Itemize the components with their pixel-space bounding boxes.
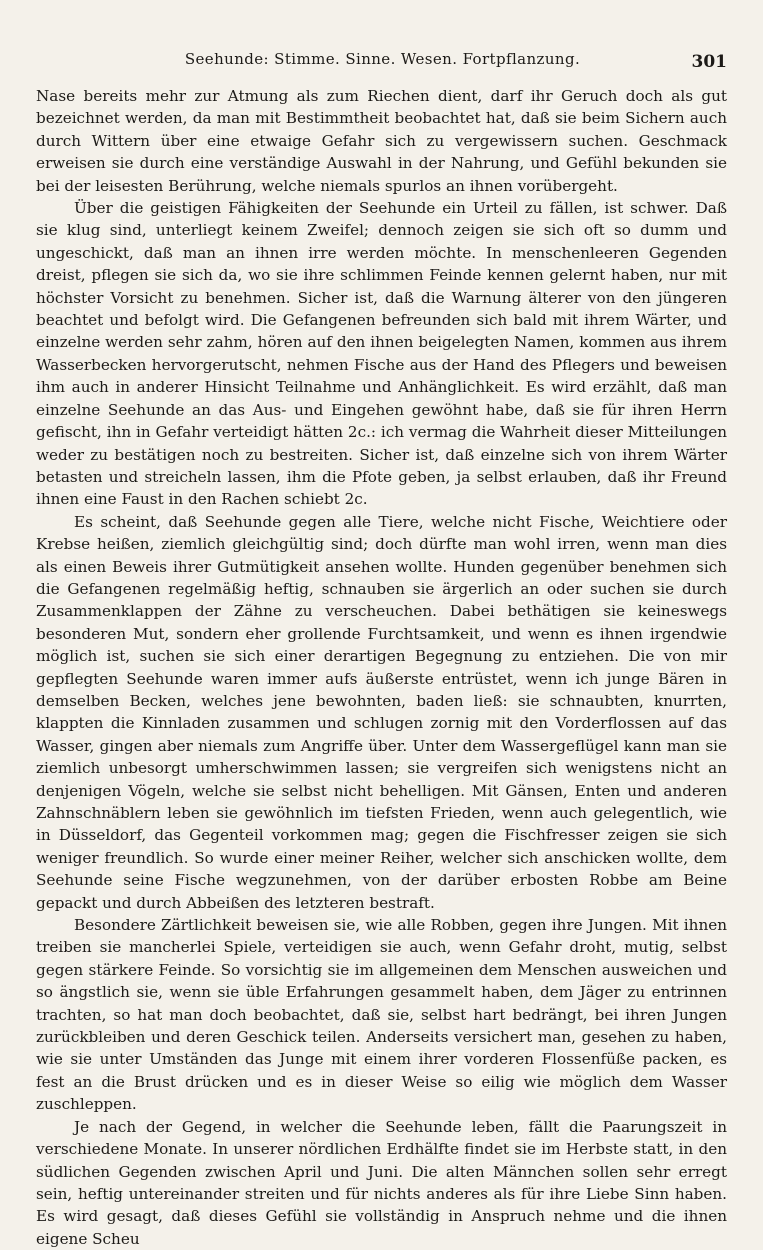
paragraph: Je nach der Gegend, in welcher die Seehunde leben, fällt die Paarungszeit in verschiedene Monate. In unserer nördlichen Erdhälfte findet sie im Herbste statt, in den südlichen Gegenden zwischen April und Juni. Die alten Männchen sollen sehr erregt sein, heftig untereinander streiten und für nichts anderes als für ihre Liebe Sinn haben. Es wird gesagt, daß dieses Gefühl sie vollständig in Anspruch nehme und die ihnen eigene Scheu — [36, 1117, 727, 1248]
page-header — [36, 48, 729, 74]
page-number: 301 — [691, 52, 727, 72]
paragraph: Besondere Zärtlichkeit beweisen sie, wie alle Robben, gegen ihre Jungen. Mit ihnen treiben sie mancherlei Spiele, verteidigen sie auch, wenn Gefahr droht, mutig, selbst gegen stärkere Feinde. So vorsichtig sie im allgemeinen dem Menschen ausweichen und so ängstlich sie, wenn sie üble Erfahrungen gesammelt haben, dem Jäger zu entrinnen trachten, so hat man doch beobachtet, daß sie, selbst hart bedrängt, bei ihren Jungen zurückbleiben und deren Geschick teilen. Anderseits versichert man, gesehen zu haben, wie sie unter Umständen das Junge mit einem ihrer vorderen Flossenfüße packen, es fest an die Brust drücken und es in dieser Weise so eilig wie möglich dem Wasser zuschleppen. — [36, 916, 727, 1114]
running-head: Seehunde: Stimme. Sinne. Wesen. Fortpflanzung. — [184, 50, 581, 68]
paragraph: Über die geistigen Fähigkeiten der Seehunde ein Urteil zu fällen, ist schwer. Daß sie klug sind, unterliegt keinem Zweifel; dennoch zeigen sie sich oft so dumm und ungeschickt, daß man an ihnen irre werden möchte. In menschenleeren Gegenden dreist, pflegen sie sich da, wo sie ihre schlimmen Feinde kennen gelernt haben, nur mit höchster Vorsicht zu benehmen. Sicher ist, daß die Warnung älterer von den jüngeren beachtet und befolgt wird. Die Gefangenen befreunden sich bald mit ihrem Wärter, und einzelne werden sehr zahm, hören auf den ihnen beigelegten Namen, kommen aus ihrem Wasserbecken hervorgerutscht, nehmen Fische aus der Hand des Pflegers und beweisen ihm auch in anderer Hinsicht Teilnahme und Anhänglichkeit. Es wird erzählt, daß man einzelne Seehunde an das Aus- und Eingehen gewöhnt habe, daß sie für ihren Herrn gefischt, ihn in Gefahr verteidigt hätten 2c.: ich vermag die Wahrheit dieser Mitteilungen weder zu bestätigen noch zu bestreiten. Sicher ist, daß einzelne sich von ihrem Wärter betasten und streicheln lassen, ihm die Pfote geben, ja selbst erlauben, daß ihr Freund ihnen eine Faust in den Rachen schiebt 2c. — [36, 199, 727, 509]
body-text — [36, 85, 727, 1250]
paragraph-continued: Nase bereits mehr zur Atmung als zum Riechen dient, darf ihr Geruch doch als gut bezeichnet werden, da man mit Bestimmtheit beobachtet hat, daß sie beim Sichern auch durch Wittern über eine etwaige Gefahr sich zu vergewissern suchen. Geschmack erweisen sie durch eine verständige Auswahl in der Nahrung, und Gefühl bekunden sie bei der leisesten Berührung, welche niemals spurlos an ihnen vorübergeht. — [36, 87, 727, 195]
paragraph: Es scheint, daß Seehunde gegen alle Tiere, welche nicht Fische, Weichtiere oder Krebse heißen, ziemlich gleichgültig sind; doch dürfte man wohl irren, wenn man dies als einen Beweis ihrer Gutmütigkeit ansehen wollte. Hunden gegenüber benehmen sich die Gefangenen regelmäßig heftig, schnauben sie ärgerlich an oder suchen sie durch Zusammenklappen der Zähne zu verscheuchen. Dabei bethätigen sie keineswegs besonderen Mut, sondern eher grollende Furchtsamkeit, und wenn es ihnen irgendwie möglich ist, suchen sie sich einer derartigen Begegnung zu entziehen. Die von mir gepflegten Seehunde waren immer aufs äußerste entrüstet, wenn ich junge Bären in demselben Becken, welches jene bewohnten, baden ließ: sie schnaubten, knurrten, klappten die Kinnladen zusammen und schlugen zornig mit den Vorderflossen auf das Wasser, gingen aber niemals zum Angriffe über. Unter dem Wassergeflügel kann man sie ziemlich unbesorgt umherschwimmen lassen; sie vergreifen sich wenigstens nicht an denjenigen Vögeln, welche sie selbst nicht behelligen. Mit Gänsen, Enten und anderen Zahnschnäblern leben sie gewöhnlich im tiefsten Frieden, wenn auch gelegentlich, wie in Düsseldorf, das Gegenteil vorkommen mag; gegen die Fischfresser zeigen sie sich weniger freundlich. So wurde einer meiner Reiher, welcher sich anschicken wollte, dem Seehunde seine Fische wegzunehmen, von der darüber erbosten Robbe am Beine gepackt und durch Abbeißen des letzteren bestraft. — [36, 512, 727, 912]
